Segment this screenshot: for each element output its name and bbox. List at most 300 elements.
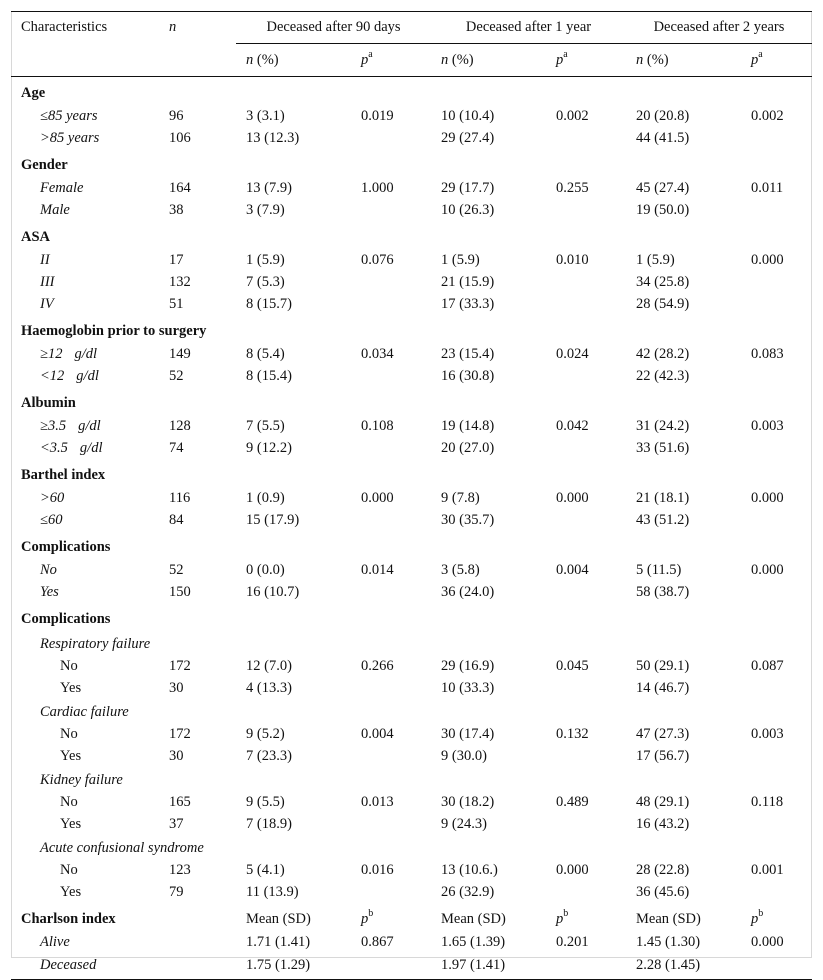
cell-p-1y: 0.000 xyxy=(556,489,589,506)
cell-p-90d xyxy=(351,199,431,221)
row-label-text: Male xyxy=(40,201,70,218)
cell-p-90d xyxy=(351,509,431,531)
table-row xyxy=(11,177,812,199)
cell-n: 51 xyxy=(169,295,184,312)
section-title: Age xyxy=(21,84,46,101)
cell-p-90d xyxy=(351,271,431,293)
cell-deceased-2y: 33 (51.6) xyxy=(636,439,690,456)
cell-deceased-1y: 16 (30.8) xyxy=(441,367,495,384)
row-label-text: Yes xyxy=(60,679,82,696)
cell-p-1y: 0.024 xyxy=(556,345,589,362)
cell-p-90d: 0.000 xyxy=(361,489,394,506)
cell-deceased-2y: 19 (50.0) xyxy=(636,201,690,218)
row-unit: g/dl xyxy=(78,417,101,434)
cell-p-2y: 0.083 xyxy=(751,345,784,362)
row-label-text: ≥3.5 xyxy=(40,417,67,434)
cell-n: 37 xyxy=(169,815,184,832)
results-table xyxy=(11,11,812,980)
row-label-text: No xyxy=(60,725,78,742)
cell-p-1y xyxy=(546,813,626,835)
subgroup-row xyxy=(11,835,812,859)
row-label xyxy=(11,859,169,881)
cell-p-2y xyxy=(741,745,812,767)
subgroup-row xyxy=(11,767,812,791)
section-title: Albumin xyxy=(21,394,76,411)
table-row xyxy=(11,723,812,745)
cell-p-1y: 0.489 xyxy=(556,793,589,810)
cell-n: 52 xyxy=(169,561,184,578)
cell-p-90d xyxy=(351,813,431,835)
cell-n: 84 xyxy=(169,511,184,528)
cell-deceased-1y: 17 (33.3) xyxy=(441,295,495,312)
table-row xyxy=(11,365,812,387)
cell-p-1y xyxy=(546,437,626,459)
cell-p-90d: 0.019 xyxy=(361,107,394,124)
cell-deceased-1y: 20 (27.0) xyxy=(441,439,495,456)
cell-p-2y xyxy=(741,199,812,221)
header-characteristics: Characteristics xyxy=(11,12,169,44)
header-n: n xyxy=(169,12,236,44)
row-label-text: No xyxy=(60,657,78,674)
cell-deceased-1y: 23 (15.4) xyxy=(441,345,495,362)
cell-p-90d: 0.108 xyxy=(361,417,394,434)
cell-deceased-1y: 30 (18.2) xyxy=(441,793,495,810)
header-p-2y: $p^a$ xyxy=(741,44,812,77)
cell-deceased-90d: 9 (5.2) xyxy=(246,725,285,742)
row-label-text: Yes xyxy=(60,815,82,832)
row-unit: g/dl xyxy=(74,345,98,362)
row-label xyxy=(11,559,169,581)
section-header-row xyxy=(11,603,812,631)
row-label-text: IV xyxy=(40,295,54,312)
cell-n: 74 xyxy=(169,439,184,456)
cell-deceased-90d: 3 (3.1) xyxy=(246,107,285,124)
cell-n xyxy=(169,903,236,931)
row-label-text: III xyxy=(40,273,55,290)
cell-deceased-90d: 12 (7.0) xyxy=(246,657,292,674)
cell-deceased-2y: 1.45 (1.30) xyxy=(636,933,701,950)
cell-p-90d: 0.013 xyxy=(361,793,394,810)
section-header-row xyxy=(11,531,812,559)
header-row-2 xyxy=(11,44,812,77)
cell-p-2y xyxy=(741,271,812,293)
row-label xyxy=(11,293,169,315)
subgroup-title: Respiratory failure xyxy=(40,635,151,652)
cell-p-90d xyxy=(351,677,431,699)
table-row xyxy=(11,655,812,677)
cell-p-2y xyxy=(741,881,812,903)
row-label xyxy=(11,813,169,835)
cell-p-2y: 0.000 xyxy=(751,933,784,950)
cell-deceased-90d: 1.75 (1.29) xyxy=(236,953,351,980)
table-row xyxy=(11,437,812,459)
cell-deceased-90d: 1.71 (1.41) xyxy=(246,933,311,950)
row-label xyxy=(11,437,169,459)
cell-n xyxy=(169,953,236,980)
cell-deceased-2y: 5 (11.5) xyxy=(636,561,682,578)
cell-deceased-1y: 3 (5.8) xyxy=(441,561,480,578)
row-label-text: No xyxy=(40,561,57,578)
table-container xyxy=(11,11,812,973)
row-label xyxy=(11,105,169,127)
cell-p-90d: 0.076 xyxy=(361,251,394,268)
cell-deceased-2y: 31 (24.2) xyxy=(636,417,690,434)
cell-deceased-2y: 48 (29.1) xyxy=(636,793,690,810)
row-label xyxy=(11,881,169,903)
table-row xyxy=(11,559,812,581)
row-label xyxy=(11,271,169,293)
table-row xyxy=(11,953,812,980)
row-label-text: Yes xyxy=(60,883,82,900)
cell-p-1y: 0.201 xyxy=(556,933,589,950)
cell-deceased-2y: 44 (41.5) xyxy=(636,129,690,146)
cell-deceased-2y: 17 (56.7) xyxy=(636,747,690,764)
cell-p-1y xyxy=(546,677,626,699)
cell-deceased-90d: 13 (12.3) xyxy=(246,129,300,146)
row-label-text: <12 xyxy=(40,367,65,384)
table-row xyxy=(11,745,812,767)
row-label-text: II xyxy=(40,251,50,268)
cell-deceased-2y: 14 (46.7) xyxy=(636,679,690,696)
section-title: Complications xyxy=(21,538,111,555)
header-p-b: $p^b$ xyxy=(751,907,764,927)
cell-p-1y xyxy=(546,127,626,149)
cell-deceased-90d: 1 (0.9) xyxy=(246,489,285,506)
row-label-text: >60 xyxy=(40,489,65,506)
row-label xyxy=(11,415,169,437)
cell-deceased-2y: 45 (27.4) xyxy=(636,179,690,196)
cell-deceased-1y: 30 (17.4) xyxy=(441,725,495,742)
cell-p-90d: 0.016 xyxy=(361,861,394,878)
cell-p-2y xyxy=(741,953,812,980)
cell-p-2y: 0.002 xyxy=(751,107,784,124)
cell-deceased-90d: 7 (5.5) xyxy=(246,417,285,434)
section-title: Barthel index xyxy=(21,466,106,483)
table-row xyxy=(11,293,812,315)
row-label xyxy=(11,931,169,953)
cell-p-90d: 0.867 xyxy=(361,933,394,950)
cell-p-90d xyxy=(351,881,431,903)
cell-n: 79 xyxy=(169,883,184,900)
cell-n xyxy=(169,931,236,953)
row-label xyxy=(11,199,169,221)
row-label xyxy=(11,745,169,767)
subgroup-title: Acute confusional syndrome xyxy=(40,839,204,856)
table-row xyxy=(11,509,812,531)
header-mean-sd: Mean (SD) xyxy=(636,910,701,927)
header-mean-sd: Mean (SD) xyxy=(246,910,311,927)
row-unit: g/dl xyxy=(79,439,103,456)
row-label-text: No xyxy=(60,861,78,878)
cell-deceased-2y: 36 (45.6) xyxy=(636,883,690,900)
table-row xyxy=(11,199,812,221)
cell-p-1y: 0.045 xyxy=(556,657,589,674)
section-title: ASA xyxy=(21,228,51,245)
row-label xyxy=(11,487,169,509)
cell-p-2y: 0.003 xyxy=(751,417,784,434)
cell-n: 150 xyxy=(169,583,191,600)
cell-p-1y xyxy=(546,509,626,531)
cell-deceased-1y: 36 (24.0) xyxy=(441,583,495,600)
cell-deceased-2y: 58 (38.7) xyxy=(636,583,690,600)
row-label-text: Alive xyxy=(40,933,70,950)
table-row xyxy=(11,271,812,293)
cell-n: 123 xyxy=(169,861,191,878)
cell-deceased-90d: 13 (7.9) xyxy=(246,179,292,196)
cell-p-2y: 0.000 xyxy=(751,561,784,578)
table-row xyxy=(11,931,812,953)
row-label xyxy=(11,723,169,745)
cell-deceased-90d: 1 (5.9) xyxy=(246,251,285,268)
cell-n: 52 xyxy=(169,367,184,384)
cell-deceased-1y: 1.65 (1.39) xyxy=(441,933,506,950)
cell-n: 149 xyxy=(169,345,191,362)
cell-deceased-2y: 1 (5.9) xyxy=(636,251,675,268)
cell-p-2y: 0.011 xyxy=(751,179,784,196)
cell-n: 165 xyxy=(169,793,191,810)
section-header-row xyxy=(11,149,812,177)
cell-p-2y xyxy=(741,365,812,387)
cell-p-2y xyxy=(741,127,812,149)
cell-p-2y xyxy=(741,581,812,603)
cell-p-90d xyxy=(351,745,431,767)
charlson-header-row xyxy=(11,903,812,931)
section-header-row xyxy=(11,315,812,343)
cell-deceased-1y: 13 (10.6.) xyxy=(441,861,498,878)
row-label-text: Deceased xyxy=(40,956,97,973)
subgroup-title: Cardiac failure xyxy=(40,703,129,720)
cell-deceased-1y: 10 (33.3) xyxy=(441,679,495,696)
cell-deceased-2y: 42 (28.2) xyxy=(636,345,690,362)
row-label xyxy=(11,509,169,531)
row-label xyxy=(11,127,169,149)
cell-deceased-1y: 29 (16.9) xyxy=(441,657,495,674)
cell-deceased-1y: 30 (35.7) xyxy=(441,511,495,528)
cell-deceased-1y: 10 (26.3) xyxy=(441,201,495,218)
cell-deceased-2y: 21 (18.1) xyxy=(636,489,690,506)
cell-deceased-90d: 8 (5.4) xyxy=(246,345,285,362)
cell-p-1y xyxy=(546,293,626,315)
cell-deceased-1y: 29 (27.4) xyxy=(441,129,495,146)
section-title: Gender xyxy=(21,156,68,173)
cell-p-1y xyxy=(546,745,626,767)
row-label xyxy=(11,177,169,199)
cell-p-90d: 0.014 xyxy=(361,561,394,578)
cell-n: 172 xyxy=(169,657,191,674)
cell-p-2y: 0.118 xyxy=(751,793,784,810)
header-npct-1y: n (%) xyxy=(431,44,546,77)
cell-deceased-90d: 4 (13.3) xyxy=(246,679,292,696)
cell-n: 128 xyxy=(169,417,191,434)
cell-p-90d xyxy=(351,581,431,603)
cell-p-90d xyxy=(351,437,431,459)
cell-p-2y: 0.000 xyxy=(751,251,784,268)
header-group-1y: Deceased after 1 year xyxy=(431,12,626,44)
table-row xyxy=(11,813,812,835)
cell-p-1y: 0.002 xyxy=(556,107,589,124)
section-header-row xyxy=(11,459,812,487)
table-row xyxy=(11,127,812,149)
cell-deceased-1y: 26 (32.9) xyxy=(441,883,495,900)
cell-deceased-90d: 9 (12.2) xyxy=(246,439,292,456)
cell-deceased-1y: 19 (14.8) xyxy=(441,417,495,434)
cell-p-2y xyxy=(741,293,812,315)
row-label-text: >85 years xyxy=(40,129,100,146)
row-label-text: <3.5 xyxy=(40,439,68,456)
cell-deceased-2y: 28 (22.8) xyxy=(636,861,690,878)
cell-p-1y xyxy=(546,581,626,603)
subgroup-row xyxy=(11,699,812,723)
table-row xyxy=(11,791,812,813)
header-p-b: $p^b$ xyxy=(556,907,569,927)
row-label xyxy=(11,365,169,387)
cell-p-90d xyxy=(351,953,431,980)
cell-deceased-2y: 43 (51.2) xyxy=(636,511,690,528)
cell-p-2y: 0.003 xyxy=(751,725,784,742)
cell-p-1y: 0.004 xyxy=(556,561,589,578)
row-label xyxy=(11,343,169,365)
subgroup-row xyxy=(11,631,812,655)
cell-p-1y xyxy=(546,271,626,293)
cell-deceased-90d: 9 (5.5) xyxy=(246,793,285,810)
cell-deceased-1y: 9 (30.0) xyxy=(441,747,487,764)
cell-deceased-2y: 28 (54.9) xyxy=(636,295,690,312)
table-row xyxy=(11,249,812,271)
cell-p-2y: 0.087 xyxy=(751,657,784,674)
cell-p-1y: 0.010 xyxy=(556,251,589,268)
cell-p-1y: 0.255 xyxy=(556,179,589,196)
cell-deceased-1y: 21 (15.9) xyxy=(441,273,495,290)
cell-p-1y xyxy=(546,953,626,980)
cell-deceased-2y: 22 (42.3) xyxy=(636,367,690,384)
cell-deceased-2y: 16 (43.2) xyxy=(636,815,690,832)
cell-deceased-2y: 34 (25.8) xyxy=(636,273,690,290)
cell-deceased-1y: 29 (17.7) xyxy=(441,179,495,196)
cell-p-90d: 0.004 xyxy=(361,725,394,742)
cell-p-2y xyxy=(741,813,812,835)
table-row xyxy=(11,677,812,699)
row-label xyxy=(11,655,169,677)
cell-n: 30 xyxy=(169,679,184,696)
row-label xyxy=(11,249,169,271)
cell-deceased-1y: 1.97 (1.41) xyxy=(431,953,546,980)
cell-p-1y xyxy=(546,199,626,221)
cell-deceased-1y: 9 (7.8) xyxy=(441,489,480,506)
row-label xyxy=(11,791,169,813)
header-group-2y: Deceased after 2 years xyxy=(626,12,812,44)
cell-deceased-90d: 11 (13.9) xyxy=(246,883,299,900)
cell-deceased-2y: 20 (20.8) xyxy=(636,107,690,124)
row-unit: g/dl xyxy=(76,367,99,384)
cell-deceased-90d: 7 (5.3) xyxy=(246,273,285,290)
section-title: Charlson index xyxy=(21,910,116,927)
cell-deceased-90d: 16 (10.7) xyxy=(246,583,300,600)
cell-n: 17 xyxy=(169,251,184,268)
row-label-text: Yes xyxy=(60,747,82,764)
header-p-90d: $p^a$ xyxy=(351,44,431,77)
cell-p-2y xyxy=(741,437,812,459)
row-label-text: Yes xyxy=(40,583,59,600)
cell-p-1y xyxy=(546,881,626,903)
cell-p-2y xyxy=(741,677,812,699)
header-row-1 xyxy=(11,12,812,44)
cell-p-90d xyxy=(351,365,431,387)
subgroup-title: Kidney failure xyxy=(40,771,123,788)
row-label xyxy=(11,581,169,603)
row-label-text: ≤85 years xyxy=(40,107,98,124)
cell-p-1y: 0.042 xyxy=(556,417,589,434)
header-npct-90d: n (%) xyxy=(236,44,351,77)
table-row xyxy=(11,581,812,603)
cell-n: 132 xyxy=(169,273,191,290)
table-row xyxy=(11,859,812,881)
cell-deceased-90d: 3 (7.9) xyxy=(246,201,285,218)
cell-p-90d xyxy=(351,293,431,315)
cell-n: 172 xyxy=(169,725,191,742)
cell-deceased-1y: 10 (10.4) xyxy=(441,107,495,124)
cell-p-90d: 1.000 xyxy=(361,179,394,196)
cell-deceased-90d: 0 (0.0) xyxy=(246,561,285,578)
cell-n: 106 xyxy=(169,129,191,146)
cell-deceased-1y: 1 (5.9) xyxy=(441,251,480,268)
section-title: Complications xyxy=(21,610,111,627)
cell-p-1y: 0.000 xyxy=(556,861,589,878)
header-p-b: $p^b$ xyxy=(361,907,374,927)
cell-deceased-90d: 8 (15.4) xyxy=(246,367,292,384)
section-title: Haemoglobin prior to surgery xyxy=(21,322,207,339)
cell-deceased-90d: 5 (4.1) xyxy=(246,861,285,878)
table-row xyxy=(11,105,812,127)
section-header-row xyxy=(11,77,812,106)
header-npct-2y: n (%) xyxy=(626,44,741,77)
cell-n: 116 xyxy=(169,489,191,506)
row-label xyxy=(11,677,169,699)
header-p-1y: $p^a$ xyxy=(546,44,626,77)
cell-deceased-2y: 47 (27.3) xyxy=(636,725,690,742)
cell-deceased-90d: 7 (23.3) xyxy=(246,747,292,764)
cell-deceased-90d: 15 (17.9) xyxy=(246,511,300,528)
header-mean-sd: Mean (SD) xyxy=(441,910,506,927)
row-label xyxy=(11,953,169,980)
cell-deceased-2y: 2.28 (1.45) xyxy=(626,953,741,980)
cell-n: 38 xyxy=(169,201,184,218)
row-label-text: No xyxy=(60,793,78,810)
cell-p-90d: 0.034 xyxy=(361,345,394,362)
cell-p-1y xyxy=(546,365,626,387)
table-row xyxy=(11,487,812,509)
cell-deceased-2y: 50 (29.1) xyxy=(636,657,690,674)
cell-deceased-1y: 9 (24.3) xyxy=(441,815,487,832)
cell-n: 164 xyxy=(169,179,191,196)
cell-p-90d: 0.266 xyxy=(361,657,394,674)
cell-p-90d xyxy=(351,127,431,149)
cell-n: 30 xyxy=(169,747,184,764)
row-label-text: ≤60 xyxy=(40,511,63,528)
cell-p-2y xyxy=(741,509,812,531)
header-group-90d: Deceased after 90 days xyxy=(236,12,431,44)
cell-n: 96 xyxy=(169,107,184,124)
row-label-text: Female xyxy=(40,179,84,196)
section-header-row xyxy=(11,221,812,249)
table-row xyxy=(11,415,812,437)
cell-p-1y: 0.132 xyxy=(556,725,589,742)
row-label-text: ≥12 xyxy=(40,345,63,362)
cell-p-2y: 0.001 xyxy=(751,861,784,878)
cell-p-2y: 0.000 xyxy=(751,489,784,506)
table-body xyxy=(11,77,812,980)
table-row xyxy=(11,343,812,365)
table-row xyxy=(11,881,812,903)
